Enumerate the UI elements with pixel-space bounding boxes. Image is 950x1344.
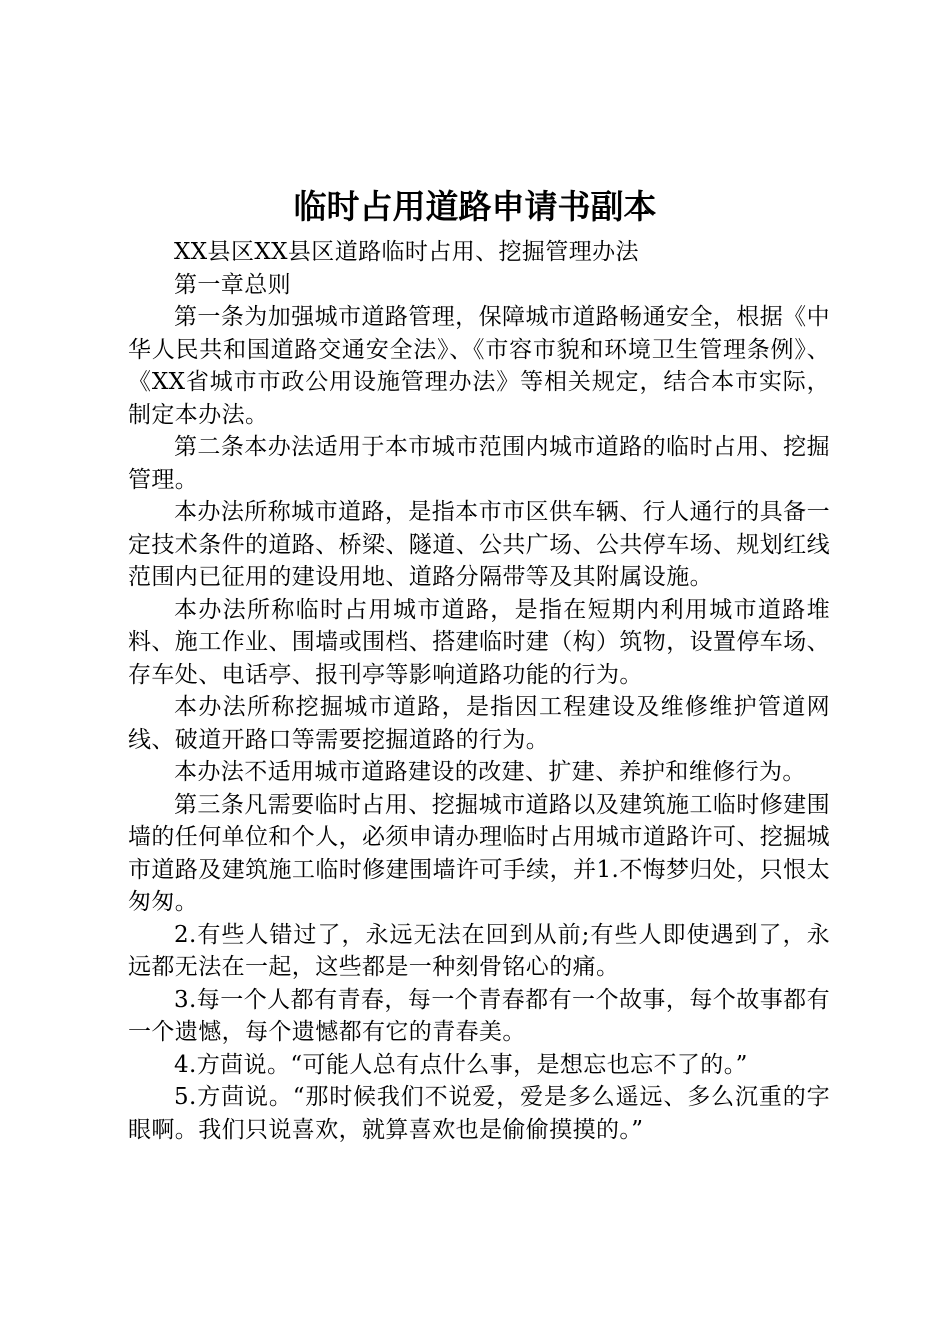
paragraph-quote-5: 5.方茴说。“那时候我们不说爱，爱是多么遥远、多么沉重的字眼啊。我们只说喜欢，就算喜欢也是偷偷摸摸的。”: [128, 1084, 830, 1143]
paragraph-article-3: 第三条凡需要临时占用、挖掘城市道路以及建筑施工临时修建围墙的任何单位和个人，必须申请办理临时占用城市道路许可、挖掘城市道路及建筑施工临时修建围墙许可手续，并1.不悔梦归处，只恨太匆匆。: [128, 791, 830, 915]
paragraph-quote-2: 2.有些人错过了，永远无法在回到从前;有些人即使遇到了，永远都无法在一起，这些都是一种刻骨铭心的痛。: [128, 921, 830, 980]
document-title: 临时占用道路申请书副本: [293, 187, 657, 226]
paragraph-definition-excavate: 本办法所称挖掘城市道路，是指因工程建设及维修维护管道网线、破道开路口等需要挖掘道路的行为。: [128, 694, 830, 753]
document-body: [128, 236, 830, 1146]
paragraph-exclusion: 本办法不适用城市道路建设的改建、扩建、养护和维修行为。: [174, 759, 806, 785]
paragraph-subtitle: XX县区XX县区道路临时占用、挖掘管理办法: [174, 239, 639, 265]
paragraph-definition-occupy: 本办法所称临时占用城市道路，是指在短期内利用城市道路堆料、施工作业、围墙或围档、搭建临时建（构）筑物，设置停车场、存车处、电话亭、报刊亭等影响道路功能的行为。: [128, 596, 830, 688]
paragraph-quote-4: 4.方茴说。“可能人总有点什么事，是想忘也忘不了的。”: [174, 1051, 748, 1078]
paragraph-chapter-heading: 第一章总则: [174, 271, 291, 298]
paragraph-definition-road: 本办法所称城市道路，是指本市市区供车辆、行人通行的具备一定技术条件的道路、桥梁、隧道、公共广场、公共停车场、规划红线范围内已征用的建设用地、道路分隔带等及其附属设施。: [128, 499, 830, 590]
paragraph-article-1: 第一条为加强城市道路管理，保障城市道路畅通安全，根据《中华人民共和国道路交通安全法》、《市容市貌和环境卫生管理条例》、《XX省城市市政公用设施管理办法》等相关规定，结合本市实际，制定本办法。: [128, 304, 830, 428]
paragraph-quote-3: 3.每一个人都有青春，每一个青春都有一个故事，每个故事都有一个遗憾，每个遗憾都有它的青春美。: [128, 986, 830, 1045]
paragraph-article-2: 第二条本办法适用于本市城市范围内城市道路的临时占用、挖掘管理。: [128, 434, 830, 493]
